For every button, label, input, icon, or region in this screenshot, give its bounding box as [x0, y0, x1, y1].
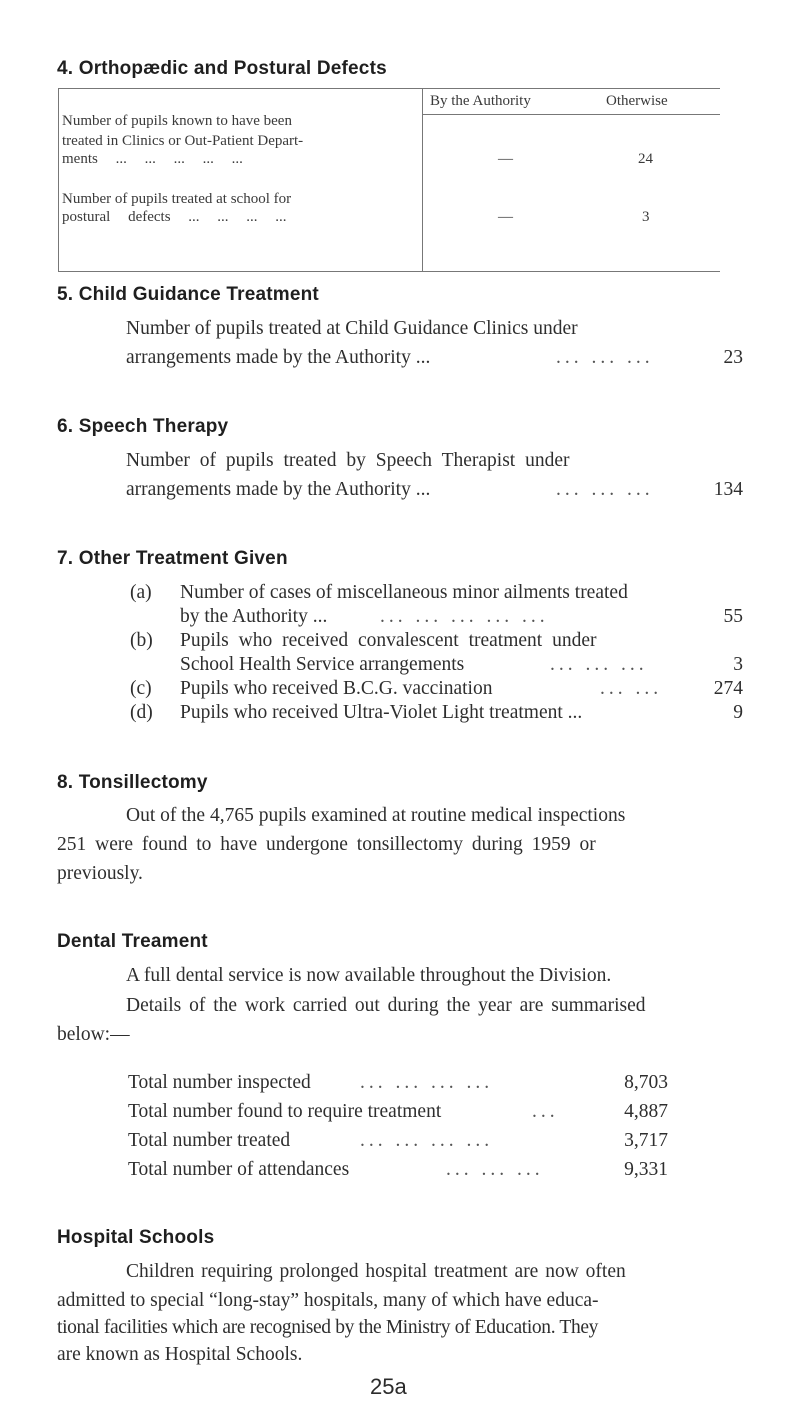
sec7-a-leader-dots: ... ... ... ... ... — [380, 606, 549, 627]
hospital-line4: are known as Hospital Schools. — [57, 1344, 303, 1365]
dental-item-value: 8,703 — [624, 1072, 668, 1093]
row2-line2: postural defects ... ... ... ... — [62, 209, 287, 225]
sec7-c-line1: Pupils who received B.C.G. vaccination — [180, 678, 493, 699]
row1-line2: treated in Clinics or Out-Patient Depart- — [62, 133, 304, 149]
row1-line3: ments ... ... ... ... ... — [62, 151, 243, 167]
sec7-d-row — [180, 702, 743, 724]
dental-item-dots: ... ... ... ... — [360, 1072, 494, 1093]
sec6-line2: arrangements made by the Authority ... — [126, 479, 431, 500]
table-header-rule — [422, 114, 720, 115]
sec7-c-leader-dots: ... ... — [600, 678, 663, 699]
row1-otherwise-value: 24 — [638, 151, 653, 167]
sec7-c-value: 274 — [713, 678, 743, 699]
section-8-heading: 8. Tonsillectomy — [57, 772, 208, 793]
dental-item-value: 4,887 — [624, 1101, 668, 1122]
sec7-b-line1: Pupils who received convalescent treatment under — [180, 630, 597, 651]
sec7-c-row — [180, 678, 743, 700]
dental-line1: A full dental service is now available throughout the Division. — [126, 965, 612, 986]
hospital-line1: Children requiring prolonged hospital treatment are now often — [126, 1261, 626, 1282]
hospital-heading: Hospital Schools — [57, 1227, 215, 1248]
dental-item-attendances — [128, 1159, 668, 1181]
hospital-line2: admitted to special “long-stay” hospitals, many of which have educa- — [57, 1290, 599, 1311]
sec7-d-line1: Pupils who received Ultra-Violet Light treatment ... — [180, 702, 583, 723]
dental-line2: Details of the work carried out during the year are summarised — [126, 995, 646, 1016]
sec6-line2-row — [126, 479, 743, 501]
table-divider-rule — [422, 88, 423, 272]
row2-authority-value: — — [498, 209, 513, 225]
sec7-c-label: (c) — [130, 678, 152, 699]
dental-item-treated — [128, 1130, 668, 1152]
dental-item-inspected — [128, 1072, 668, 1094]
dental-item-label: Total number inspected — [128, 1072, 311, 1093]
sec5-line1: Number of pupils treated at Child Guidance Clinics under — [126, 318, 578, 339]
section-7-heading: 7. Other Treatment Given — [57, 548, 288, 569]
sec7-a-line2-row — [180, 606, 743, 628]
sec6-leader-dots: ... ... ... — [556, 479, 654, 500]
page-number: 25a — [370, 1374, 407, 1399]
col-header-authority: By the Authority — [430, 93, 531, 109]
sec7-b-line2: School Health Service arrangements — [180, 654, 465, 675]
dental-heading: Dental Treament — [57, 931, 208, 952]
section-6-heading: 6. Speech Therapy — [57, 416, 229, 437]
sec8-line2: 251 were found to have undergone tonsillectomy during 1959 or — [57, 834, 596, 855]
dental-item-value: 9,331 — [624, 1159, 668, 1180]
table-left-rule — [58, 88, 59, 272]
sec7-a-value: 55 — [723, 606, 743, 627]
sec7-a-line1: Number of cases of miscellaneous minor ailments treated — [180, 582, 628, 603]
sec7-d-value: 9 — [733, 702, 743, 723]
table-top-rule — [58, 88, 720, 89]
sec7-b-line2-row — [180, 654, 743, 676]
sec7-b-label: (b) — [130, 630, 153, 651]
table-bottom-rule — [58, 271, 720, 272]
section-5-heading: 5. Child Guidance Treatment — [57, 284, 319, 305]
dental-item-label: Total number treated — [128, 1130, 291, 1151]
sec6-value: 134 — [713, 479, 743, 500]
sec7-b-leader-dots: ... ... ... — [550, 654, 648, 675]
dental-item-label: Total number of attendances — [128, 1159, 350, 1180]
col-header-otherwise: Otherwise — [606, 93, 668, 109]
sec7-b-value: 3 — [733, 654, 743, 675]
sec7-d-label: (d) — [130, 702, 153, 723]
dental-item-require-treatment — [128, 1101, 668, 1123]
dental-item-dots: ... ... ... — [446, 1159, 544, 1180]
sec6-line1: Number of pupils treated by Speech Therapist under — [126, 450, 570, 471]
sec5-line2-row — [126, 347, 743, 369]
dental-line3: below:— — [57, 1024, 130, 1045]
row2-otherwise-value: 3 — [642, 209, 650, 225]
sec8-line1: Out of the 4,765 pupils examined at routine medical inspections — [126, 805, 626, 826]
row1-line1: Number of pupils known to have been — [62, 113, 292, 129]
section-4-heading: 4. Orthopædic and Postural Defects — [57, 58, 387, 79]
sec7-a-line2: by the Authority ... — [180, 606, 328, 627]
sec5-line2: arrangements made by the Authority ... — [126, 347, 431, 368]
dental-item-label: Total number found to require treatment — [128, 1101, 442, 1122]
sec5-value: 23 — [723, 347, 743, 368]
sec8-line3: previously. — [57, 863, 143, 884]
orthopaedic-table — [58, 88, 720, 272]
sec5-leader-dots: ... ... ... — [556, 347, 654, 368]
dental-item-dots: ... ... ... ... — [360, 1130, 494, 1151]
dental-item-value: 3,717 — [624, 1130, 668, 1151]
row2-line1: Number of pupils treated at school for — [62, 191, 292, 207]
row1-authority-value: — — [498, 151, 513, 167]
hospital-line3: tional facilities which are recognised by the Ministry of Education. They — [57, 1317, 599, 1338]
sec7-a-label: (a) — [130, 582, 152, 603]
dental-item-dots: ... — [532, 1101, 559, 1122]
